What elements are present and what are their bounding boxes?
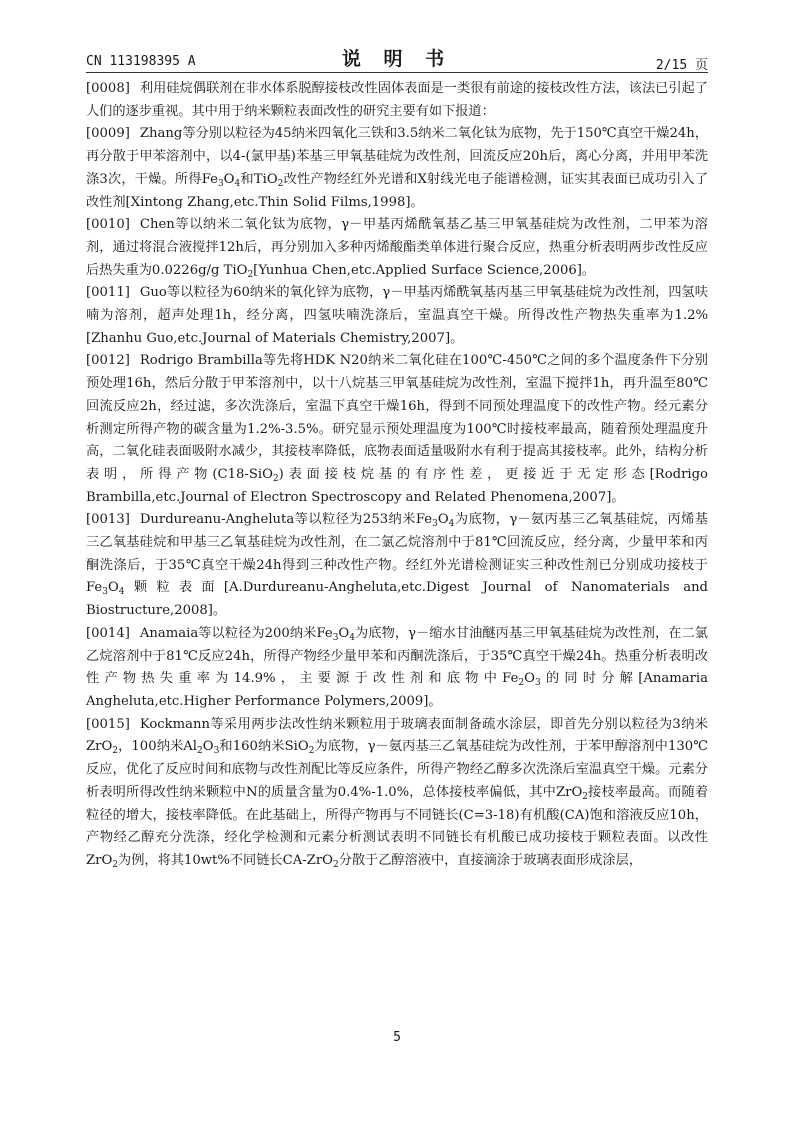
subscript: 2 xyxy=(332,859,339,870)
subscript: 2 xyxy=(112,859,119,870)
paragraph-text: 和TiO xyxy=(240,171,278,187)
page-header xyxy=(86,42,708,72)
paragraph-text: O xyxy=(524,671,535,687)
paragraph-text: 为例，将其10wt%不同链长CA-ZrO xyxy=(118,852,333,868)
header-divider xyxy=(86,72,708,73)
paragraph-text: ，100纳米Al xyxy=(118,739,198,755)
subscript: 4 xyxy=(448,519,455,530)
paragraph-text: O xyxy=(223,171,235,187)
subscript: 3 xyxy=(332,632,339,643)
subscript: 2 xyxy=(518,678,525,689)
subscript: 4 xyxy=(234,178,241,189)
paragraph-text: 为底物，γ－氨丙基三乙氧基硅烷为改性剂，于苯甲醇溶剂中130℃反应，优化了反应时间和底物与改性剂配比等反应条件，所得产物经乙醇多次洗涤后室温真空干燥。元素分析表明所得改性纳米颗粒中N的质量含量为0.4%-1.0%，总体接枝率偏低，其中ZrO xyxy=(86,739,708,800)
paragraph-number: [0014] xyxy=(86,625,130,641)
paragraph-text: 改性产物经红外光谱和X射线光电子能谱检测，证实其表面已成功引入了改性剂[Xintong Zhang,etc.Thin Solid Films,1998]。 xyxy=(86,171,709,210)
paragraph-number: [0010] xyxy=(86,217,130,233)
subscript: 2 xyxy=(308,746,315,757)
subscript: 2 xyxy=(247,269,254,280)
paragraph-number: [0013] xyxy=(86,512,130,528)
page-number: 5 xyxy=(393,1030,401,1045)
paragraph-0010 xyxy=(86,214,708,282)
paragraph-0008 xyxy=(86,78,708,123)
paragraph-text: Guo等以粒径为60纳米的氧化锌为底物，γ－甲基丙烯酰氧基丙基三甲氧基硅烷为改性剂，四氢呋喃为溶剂，超声处理1h，经分离，四氢呋喃洗涤后，室温真空干燥。所得改性产物热失重率为1.2%[Zhanhu Guo,etc.Journal of Materials Chemistry,2007]。 xyxy=(86,285,708,346)
paragraph-text: Anamaia等以粒径为200纳米Fe xyxy=(139,625,333,641)
paragraph-text: Chen等以纳米二氧化钛为底物，γ－甲基丙烯酰氧基乙基三甲氧基硅烷为改性剂，二甲苯为溶剂，通过将混合液搅拌12h后，再分别加入多种丙烯酸酯类单体进行聚合反应，热重分析表明两步改性反应后热失重为0.0226g/g TiO xyxy=(86,217,708,278)
subscript: 2 xyxy=(272,473,279,484)
paragraph-0015 xyxy=(86,714,708,873)
paragraph-text: 接枝率最高。而随着粒径的增大，接枝率降低。在此基础上，所得产物再与不同链长(C=3-18)有机酸(CA)饱和溶液反应10h，产物经乙醇充分洗涤，经化学检测和元素分析测试表明不同链长有机酸已成功接枝于颗粒表面。以改性ZrO xyxy=(86,784,709,868)
paragraph-text: Rodrigo Brambilla等先将HDK N20纳米二氧化硅在100℃-450℃之间的多个温度条件下分别预处理16h，然后分散于甲苯溶剂中，以十八烷基三甲氧基硅烷为改性剂，室温下搅拌1h，再升温至80℃回流反应2h，经过滤，多次洗涤后，室温下真空干燥16h，得到不同预处理温度下的改性产物。经元素分析测定所得产物的碳含量为1.2%-3.5%。研究显示预处理温度为100℃时接枝率最高，随着预处理温度升高，二氧化硅表面吸附水减少，其接枝率降低，底物表面适量吸附水有利于提高其接枝率。此外，结构分析表明，所得产物(C18-SiO xyxy=(86,353,708,482)
paragraph-text: 分散于乙醇溶液中，直接滴涂于玻璃表面形成涂层， xyxy=(338,852,642,868)
paragraph-text: 和160纳米SiO xyxy=(219,739,309,755)
subscript: 3 xyxy=(217,178,224,189)
paragraph-number: [0015] xyxy=(86,716,130,732)
paragraph-0014 xyxy=(86,623,708,714)
paragraph-number: [0012] xyxy=(86,353,130,369)
paragraph-number: [0011] xyxy=(86,285,130,301)
subscript: 3 xyxy=(213,746,220,757)
paragraph-text: O xyxy=(437,512,449,528)
paragraph-text: Zhang等分别以粒径为45纳米四氧化三铁和3.5纳米二氧化钛为底物，先于150℃真空干燥24h，再分散于甲苯溶剂中，以4-(氯甲基)苯基三甲氧基硅烷为改性剂，回流反应20h后，离心分离，并用甲苯洗涤3次，干燥。所得Fe xyxy=(86,126,708,187)
paragraph-0012 xyxy=(86,350,708,509)
paragraph-number: [0009] xyxy=(86,126,130,142)
paragraph-0009 xyxy=(86,123,708,214)
paragraph-text: )表面接枝烷基的有序性差，更接近于无定形态[Rodrigo Brambilla,etc.Journal of Electron Spectroscopy and Related Phenomena,2007]。 xyxy=(86,466,708,505)
subscript: 3 xyxy=(432,519,438,530)
subscript: 2 xyxy=(112,746,119,757)
subscript: 2 xyxy=(197,746,203,757)
paragraph-text: 为底物，γ－氨丙基三乙氧基硅烷，丙烯基三乙氧基硅烷和甲基三乙氧基硅烷为改性剂，在二氯乙烷溶剂中于81℃回流反应，经分离，少量甲苯和丙酮洗涤后，于35℃真空干燥24h得到三种改性产物。经红外光谱检测证实三种改性剂已分别成功接枝于Fe xyxy=(86,512,708,596)
page-indicator: 2/15 页 xyxy=(655,58,708,73)
subscript: 2 xyxy=(277,178,284,189)
paragraph-text: O xyxy=(338,625,350,641)
paragraph-0011 xyxy=(86,282,708,350)
paragraph-text: O xyxy=(202,739,214,755)
paragraph-text: O xyxy=(107,580,119,596)
paragraph-text: Kockmann等采用两步法改性纳米颗粒用于玻璃表面制备疏水涂层，即首先分别以粒径为3纳米ZrO xyxy=(86,716,708,755)
paragraph-text: [Yunhua Chen,etc.Applied Surface Science,2006]。 xyxy=(253,262,596,278)
patent-number: CN 113198395 A xyxy=(86,54,196,69)
paragraph-text: 为底物，γ－缩水甘油醚丙基三甲氧基硅烷为改性剂，在二氯乙烷溶剂中于81℃反应24h，所得产物经少量甲苯和丙酮洗涤后，于35℃真空干燥24h。热重分析表明改性产物热失重率为14.9%，主要源于改性剂和底物中Fe xyxy=(86,625,708,687)
paragraph-text: 利用硅烷偶联剂在非水体系脱醇接枝改性固体表面是一类很有前途的接枝改性方法，该法已引起了人们的逐步重视。其中用于纳米颗粒表面改性的研究主要有如下报道： xyxy=(86,81,708,119)
subscript: 3 xyxy=(102,587,108,598)
subscript: 2 xyxy=(582,791,588,802)
paragraph-text: Durdureanu-Angheluta等以粒径为253纳米Fe xyxy=(139,512,433,528)
subscript: 4 xyxy=(349,632,355,643)
document-title: 说 明 书 xyxy=(341,48,453,70)
paragraph-text: 的同时分解[Anamaria Angheluta,etc.Higher Performance Polymers,2009]。 xyxy=(86,671,708,709)
paragraph-number: [0008] xyxy=(86,81,130,96)
paragraph-text: 颗粒表面[A.Durdureanu-Angheluta,etc.Digest Journal of Nanomaterials and Biostructure,2008]。 xyxy=(86,580,708,619)
paragraph-0013 xyxy=(86,509,708,623)
subscript: 4 xyxy=(118,587,125,598)
document-body xyxy=(86,78,708,873)
subscript: 3 xyxy=(534,678,541,689)
